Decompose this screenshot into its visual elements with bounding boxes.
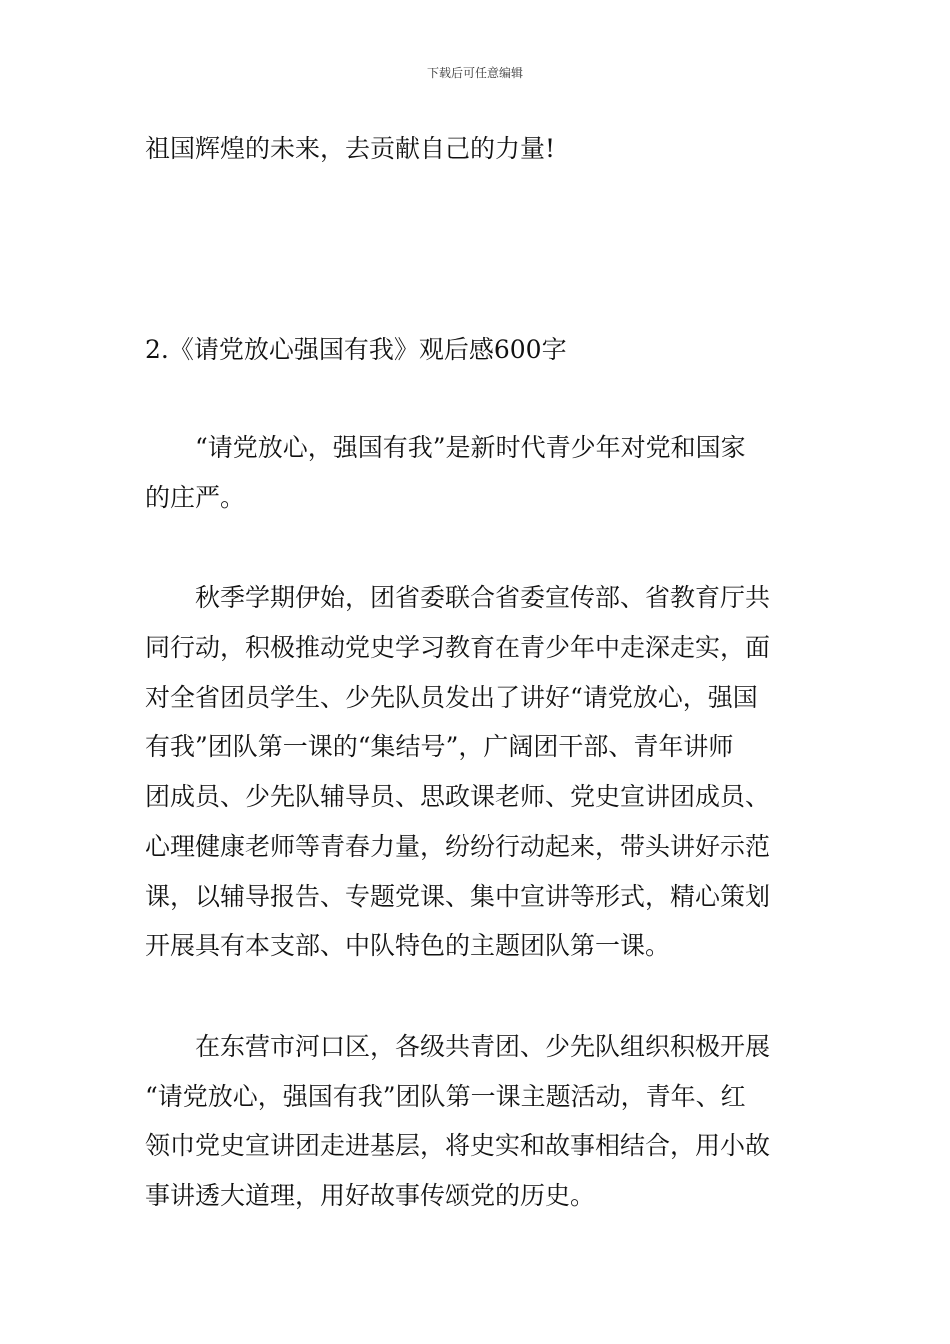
paragraph-line: “请党放心，强国有我”团队第一课主题活动，青年、红 — [145, 1082, 746, 1111]
section-title: 2.《请党放心强国有我》观后感600字 — [145, 335, 567, 364]
paragraph-line: 开展具有本支部、中队特色的主题团队第一课。 — [145, 931, 671, 960]
paragraph-line: 对全省团员学生、少先队员发出了讲好“请党放心，强国 — [145, 683, 758, 712]
paragraph-line: 团成员、少先队辅导员、思政课老师、党史宣讲团成员、 — [145, 782, 771, 811]
paragraph-line: 有我”团队第一课的“集结号”，广阔团干部、青年讲师 — [145, 732, 734, 761]
paragraph-line: 在东营市河口区，各级共青团、少先队组织积极开展 — [195, 1032, 771, 1061]
paragraph-line: 心理健康老师等青春力量，纷纷行动起来，带头讲好示范 — [145, 832, 771, 861]
paragraph-line: 课，以辅导报告、专题党课、集中宣讲等形式，精心策划 — [145, 882, 771, 911]
page-header: 下载后可任意编辑 — [426, 66, 523, 80]
paragraph-line: 祖国辉煌的未来，去贡献自己的力量! — [145, 134, 556, 163]
paragraph-line: 领巾党史宣讲团走进基层，将史实和故事相结合，用小故 — [145, 1131, 771, 1160]
paragraph-line: 秋季学期伊始，团省委联合省委宣传部、省教育厅共 — [195, 583, 771, 612]
paragraph-line: 的庄严。 — [145, 483, 246, 512]
paragraph-line: 同行动，积极推动党史学习教育在青少年中走深走实，面 — [145, 633, 771, 662]
paragraph-line: 事讲透大道理，用好故事传颂党的历史。 — [145, 1181, 596, 1210]
paragraph-line: “请党放心，强国有我”是新时代青少年对党和国家 — [195, 433, 746, 462]
